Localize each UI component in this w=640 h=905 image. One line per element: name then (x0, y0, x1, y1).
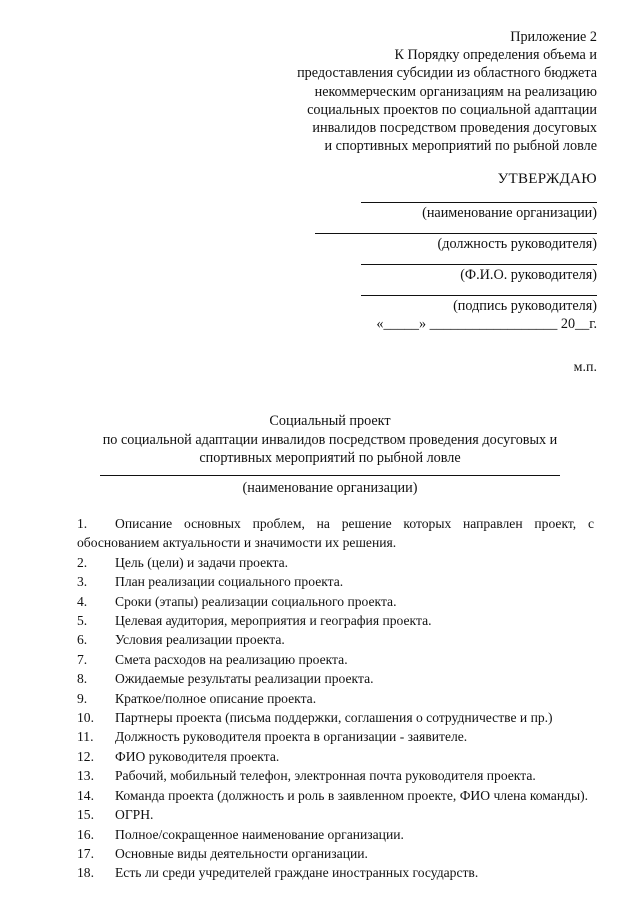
appendix-line: и спортивных мероприятий по рыбной ловле (324, 138, 597, 155)
list-item-text: ОГРН. (115, 807, 154, 823)
list-item-number: 1. (77, 516, 88, 531)
list-item-number: 16. (77, 826, 94, 842)
list-item-number: 9. (77, 690, 88, 706)
list-item-number: 7. (77, 651, 88, 667)
list-item (77, 844, 594, 863)
list-item-number: 6. (77, 632, 88, 648)
appendix-line: Приложение 2 (510, 29, 597, 45)
list-item-number: 18. (77, 865, 94, 881)
list-item (77, 553, 594, 572)
list-item (77, 572, 594, 591)
organization-name-line (361, 202, 597, 203)
list-item-text: Партнеры проекта (письма поддержки, соглашения о сотрудничестве и пр.) (115, 710, 553, 726)
list-item-text: Рабочий, мобильный телефон, электронная почта руководителя проекта. (115, 768, 536, 784)
appendix-line: некоммерческим организациям на реализацию (314, 83, 597, 100)
manager-position-caption: (должность руководителя) (437, 236, 597, 252)
appendix-header (257, 28, 597, 155)
list-item-number: 10. (77, 710, 94, 726)
list-item-number: 13. (77, 768, 94, 784)
list-item-number: 3. (77, 574, 88, 590)
list-item-number: 4. (77, 593, 88, 609)
approval-date-line: «_____» __________________ 20__г. (376, 316, 597, 332)
list-item (77, 786, 594, 805)
approval-title: УТВЕРЖДАЮ (497, 171, 597, 187)
list-item-text: Есть ли среди учредителей граждане иностранных государств. (115, 865, 479, 881)
list-item-text: Основные виды деятельности организации. (115, 845, 368, 861)
list-item-text: Смета расходов на реализацию проекта. (115, 651, 348, 667)
project-subtitle-line: по социальной адаптации инвалидов посредством проведения досуговых и (102, 431, 558, 448)
list-item-number: 8. (77, 671, 88, 687)
manager-name-line (361, 264, 597, 265)
project-subtitle-line: спортивных мероприятий по рыбной ловле (199, 450, 461, 466)
organization-name-caption: (наименование организации) (242, 479, 418, 496)
list-item (77, 669, 594, 688)
list-item (77, 630, 594, 649)
list-item (77, 825, 594, 844)
list-item-text: Описание основных проблем, на решение которых направлен проект, с обоснованием актуальности и значимости их решения. (77, 516, 594, 551)
project-sections-list (77, 514, 594, 883)
appendix-line: инвалидов посредством проведения досуговых (312, 120, 597, 137)
list-item-text: Целевая аудитория, мероприятия и география проекта. (115, 613, 432, 629)
list-item (77, 592, 594, 611)
list-item-number: 17. (77, 845, 94, 861)
list-item-text: ФИО руководителя проекта. (115, 748, 280, 764)
list-item-number: 2. (77, 554, 88, 570)
list-item-number: 12. (77, 748, 94, 764)
list-item (77, 650, 594, 669)
manager-position-line (315, 233, 597, 234)
list-item (77, 708, 594, 727)
manager-name-caption: (Ф.И.О. руководителя) (460, 267, 597, 283)
list-item-number: 11. (77, 729, 94, 745)
list-item (77, 766, 594, 785)
list-item-number: 15. (77, 807, 94, 823)
list-item (77, 727, 594, 746)
list-item-text: Краткое/полное описание проекта. (115, 690, 317, 706)
appendix-line: К Порядку определения объема и (394, 47, 597, 64)
list-item-text: Цель (цели) и задачи проекта. (115, 554, 289, 570)
list-item (77, 863, 594, 882)
list-item-text: Условия реализации проекта. (115, 632, 285, 648)
list-item-text: План реализации социального проекта. (115, 574, 344, 590)
project-title: Социальный проект (269, 413, 391, 429)
organization-name-caption: (наименование организации) (422, 205, 597, 221)
list-item-text: Сроки (этапы) реализации социального проекта. (115, 593, 397, 609)
list-item (77, 689, 594, 708)
list-item-number: 14. (77, 787, 94, 803)
stamp-place: м.п. (573, 360, 597, 375)
manager-signature-line (361, 295, 597, 296)
appendix-line: предоставления субсидии из областного бюджета (297, 65, 597, 82)
project-title-block (60, 412, 600, 497)
approval-block (297, 170, 597, 333)
list-item-text: Ожидаемые результаты реализации проекта. (115, 671, 374, 687)
list-item-text: Должность руководителя проекта в организации - заявителе. (115, 729, 468, 745)
list-item (77, 805, 594, 824)
list-item-number: 5. (77, 613, 88, 629)
list-item-text: Полное/сокращенное наименование организации. (115, 826, 404, 842)
list-item-text: Команда проекта (должность и роль в заявленном проекте, ФИО члена команды). (115, 787, 589, 803)
list-item (77, 747, 594, 766)
list-item (77, 514, 594, 553)
list-item (77, 611, 594, 630)
appendix-line: социальных проектов по социальной адаптации (307, 101, 597, 118)
organization-name-blank (100, 471, 560, 476)
manager-signature-caption: (подпись руководителя) (453, 298, 597, 314)
